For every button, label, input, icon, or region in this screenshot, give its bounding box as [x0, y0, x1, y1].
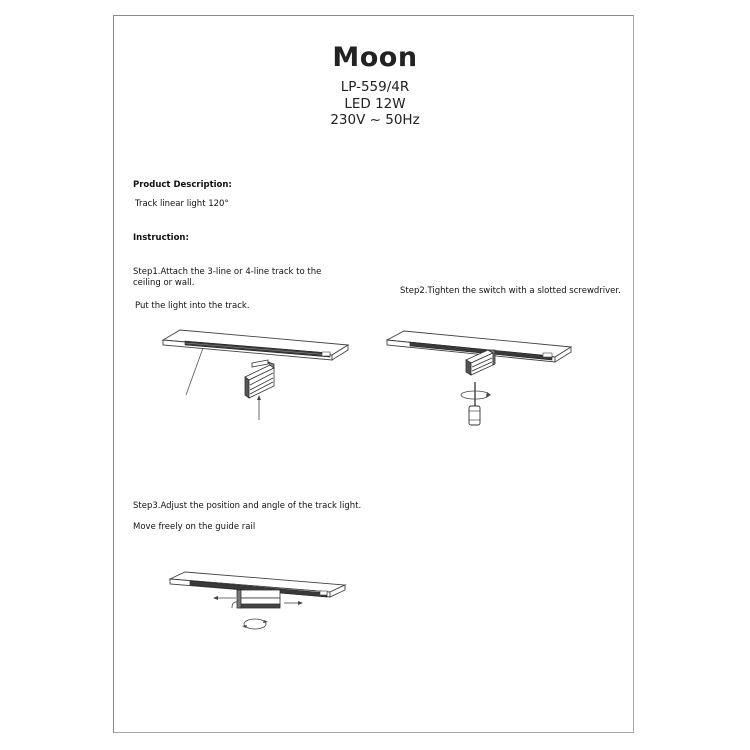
- power-rating: LED 12W: [344, 96, 406, 112]
- screwdriver-illustration: [380, 320, 580, 440]
- track-mount-illustration: [150, 320, 350, 430]
- voltage-rating: 230V ~ 50Hz: [330, 112, 420, 128]
- instruction-label: Instruction:: [133, 233, 189, 243]
- step1-subtext: Put the light into the track.: [135, 301, 250, 311]
- step1-text-line1: Step1.Attach the 3-line or 4-line track to the: [133, 267, 322, 277]
- step1-text-line2: ceiling or wall.: [133, 278, 195, 288]
- product-description-label: Product Description:: [133, 180, 232, 190]
- model-number: LP-559/4R: [340, 79, 410, 95]
- step2-text: Step2.Tighten the switch with a slotted screwdriver.: [400, 286, 621, 296]
- rail-adjust-illustration: [160, 560, 350, 640]
- product-description-text: Track linear light 120°: [135, 199, 229, 209]
- step3-text: Step3.Adjust the position and angle of the track light.: [133, 501, 362, 511]
- product-title: Moon: [332, 42, 418, 73]
- step3-subtext: Move freely on the guide rail: [133, 522, 256, 532]
